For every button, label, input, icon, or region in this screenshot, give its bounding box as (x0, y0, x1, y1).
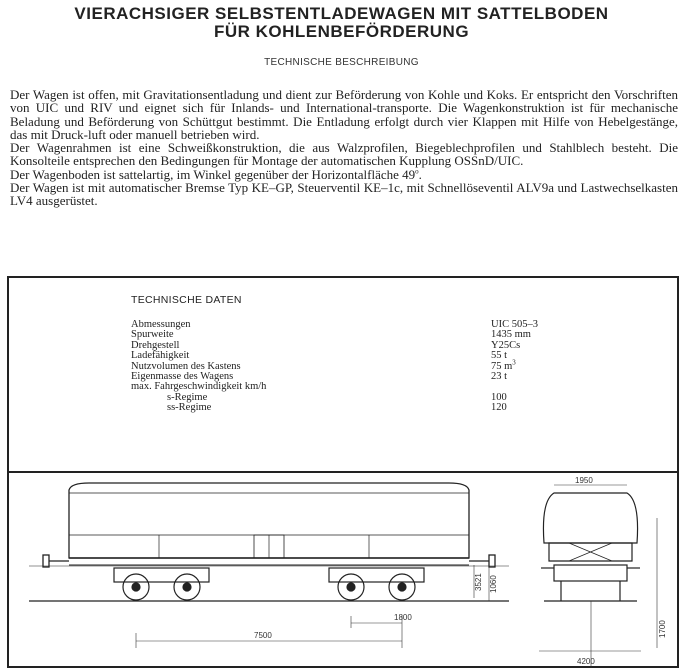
dim-bogie: 1800 (394, 613, 412, 622)
bogie-left (114, 568, 209, 600)
spec-label: ss-Regime (167, 402, 212, 414)
spec-value: 120 (491, 402, 507, 414)
spec-value: 1435 mm (491, 329, 531, 341)
description-paragraph-1: Der Wagen ist offen, mit Gravitationsentladung und dient zur Beförderung von Kohle und Koks. Er entspricht den Vorschriften von UIC und RIV und eignet sich für Inlands- und International-transporte. Die Wagenkonstruktion ist für mechanische Beladung und Beförderung von Schüttgut bestimmt. Die Entladung erfolgt durch vier Klappen mit Hilfe von Hebelgestänge, das mit Druck-luft oder manuell betrieben wird. (10, 87, 678, 142)
spec-value: Y25Cs (491, 339, 521, 351)
document-title-line1: VIERACHSIGER SELBSTENTLADEWAGEN MIT SATTELBODEN (74, 4, 609, 23)
spec-values (491, 320, 641, 414)
spec-value: UIC 505–3 (491, 319, 538, 330)
spec-value: 100 (491, 391, 507, 403)
section-heading-description: TECHNISCHE BESCHREIBUNG (264, 57, 419, 68)
document-title-line2: FÜR KOHLENBEFÖRDERUNG (213, 22, 470, 41)
technical-data-title: TECHNISCHE DATEN (131, 294, 242, 306)
dim-height-right: 1700 (658, 620, 667, 638)
bogie-right (329, 568, 424, 600)
cubic-mark: 3 (512, 358, 516, 367)
spec-labels (131, 320, 431, 414)
end-view-dimensions (539, 485, 657, 668)
technical-data-frame (7, 276, 679, 668)
description-paragraph-2: Der Wagenrahmen ist eine Schweißkonstruktion, die aus Walzprofilen, Biegeblechprofilen und Stahlblech besteht. Die Konsolteile entsprechen den Bedingungen für Montage der automatischen Kupplung OSSnD/UIC. (10, 140, 678, 169)
dim-width-top: 1950 (575, 476, 593, 485)
spec-label: Drehgestell (131, 339, 180, 351)
spec-value (491, 382, 641, 392)
degree-mark: o (415, 167, 419, 176)
dim-wheelbase: 7500 (254, 631, 272, 640)
sentence-end: . (418, 166, 422, 182)
spec-value: 55 t (491, 350, 508, 362)
wagon-end-view (541, 493, 640, 601)
spec-label: Spurweite (131, 329, 174, 341)
floor-angle-text: Der Wagenboden ist sattelartig, im Winkel gegenüber der Horizontalfläche 49 (10, 166, 416, 182)
spec-value: 23 t (491, 370, 508, 382)
spec-label: Ladefähigkeit (131, 350, 190, 362)
wagon-technical-drawing (9, 473, 677, 668)
spec-value: 75 m (491, 360, 513, 372)
side-view-dimensions (136, 565, 489, 648)
dim-small: 3521 (474, 573, 483, 591)
spec-label: Nutzvolumen des Kastens (131, 360, 241, 372)
dim-width-bottom: 4200 (577, 657, 595, 666)
description-paragraph-4: Der Wagen ist mit automatischer Bremse Typ KE–GP, Steuerventil KE–1c, mit Schnellöseventil ALV9a und Lastwechselkasten LV4 ausgerüstet. (10, 180, 678, 209)
spec-value-volume (491, 358, 641, 372)
spec-label: Abmessungen (131, 319, 191, 330)
dim-height-left: 1060 (489, 575, 498, 593)
wagon-side-view (29, 483, 509, 567)
description-paragraph-3 (10, 168, 678, 181)
spec-label: Eigenmasse des Wagens (131, 370, 234, 382)
spec-label: s-Regime (167, 391, 208, 403)
description-text (10, 88, 678, 208)
spec-label: max. Fahrgeschwindigkeit km/h (131, 381, 267, 393)
